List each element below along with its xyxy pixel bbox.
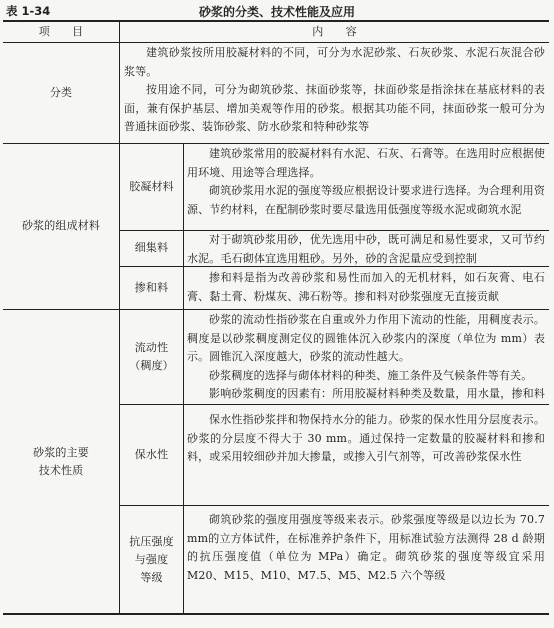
header-item — [3, 22, 119, 42]
binder-para-2: 砌筑砂浆用水泥的强度等级应根据设计要求进行选择。为合理利用资源、节约材料，在配制砂浆时要尽量选用低强度等级水泥或砌筑水泥 — [187, 184, 545, 216]
row-label-classification — [3, 43, 119, 143]
fluidity-content — [187, 311, 545, 404]
compressive-strength-para: 砌筑砂浆的强度用强度等级来表示。砂浆强度等级是以边长为 70.7 mm的立方体试件，在标准养护条件下，用标准试验方法测得 28 d 龄期的抗压强度值（单位为 MPa）确定。砌筑砂浆的强度等级宜采用 M20、M15、M10、M7.5、M5、M2.5 六个等级 — [187, 513, 545, 582]
admixture-label: 掺和料 — [134, 280, 169, 294]
water-retention-para: 保水性指砂浆拌和物保持水分的能力。砂浆的保水性用分层度表示。砂浆的分层度不得大于 30 mm。通过保持一定数量的胶凝材料和掺和料，或采用较细砂并加大掺量，或掺入引气剂等，可改善砂浆保水性 — [187, 413, 545, 463]
admixture-content — [187, 269, 545, 309]
compressive-strength-label: 抗压强度 与强度 等级 — [129, 534, 174, 584]
binder-label: 胶凝材料 — [129, 179, 174, 193]
row-divider — [120, 266, 549, 267]
fine-aggregate-label: 细集料 — [134, 241, 169, 255]
compressive-strength-content — [187, 511, 545, 613]
row-label-properties — [3, 310, 119, 613]
binder-content — [187, 145, 545, 230]
classification-label: 分类 — [49, 85, 73, 99]
classification-para-1: 建筑砂浆按所用胶凝材料的不同，可分为水泥砂浆、石灰砂浆、水泥石灰混合砂浆等。 — [124, 46, 545, 78]
composition-label: 砂浆的组成材料 — [21, 219, 101, 233]
table-caption — [0, 0, 554, 20]
sub-label-fluidity — [120, 310, 183, 404]
row-label-composition — [3, 144, 119, 309]
sub-label-water-retention — [120, 405, 183, 505]
row-divider — [120, 404, 549, 405]
sub-label-compressive-strength — [120, 506, 183, 613]
fluidity-para-2: 砂浆稠度的选择与砌体材料的种类、施工条件及气候条件等有关。 — [209, 368, 533, 382]
binder-para-1: 建筑砂浆常用的胶凝材料有水泥、石灰、石膏等。在选用时应根据使用环境、用途等合理选择。 — [187, 147, 545, 179]
header-content — [120, 22, 549, 42]
fluidity-para-1: 砂浆的流动性指砂浆在自重或外力作用下流动的性能，用稠度表示。稠度是以砂浆稠度测定仪的圆锥体沉入砂浆内的深度（单位为 mm）表示。圆锥沉入深度越大，砂浆的流动性越大。 — [187, 313, 545, 363]
header-content-label: 内 容 — [312, 24, 357, 38]
fine-aggregate-para: 对于砌筑砂浆用砂，优先选用中砂，既可满足和易性要求，又可节约水泥。毛石砌体宜选用粗砂。另外，砂的含泥量应受到控制 — [187, 233, 545, 265]
fluidity-para-3: 影响砂浆稠度的因素有：所用胶凝材料种类及数量，用水量，掺和料 — [209, 387, 545, 400]
admixture-para: 掺和料是指为改善砂浆和易性而加入的无机材料，如石灰膏、电石膏、黏土膏、粉煤灰、沸石粉等。掺和料对砂浆强度无直接贡献 — [187, 271, 545, 303]
fluidity-label: 流动性 （稠度） — [129, 341, 174, 372]
header-item-label: 项 目 — [38, 24, 84, 38]
table-title: 砂浆的分类、技术性能及应用 — [198, 5, 355, 19]
classification-content — [124, 44, 545, 143]
sub-label-binder — [120, 144, 183, 230]
sub-label-admixture — [120, 267, 183, 309]
water-retention-label: 保水性 — [134, 447, 169, 461]
sub-column-divider — [183, 309, 184, 614]
table-number: 表 1-34 — [6, 4, 51, 18]
sub-label-fine-aggregate — [120, 231, 183, 266]
row-divider — [120, 505, 549, 506]
sub-column-divider — [183, 143, 184, 309]
bottom-border — [3, 613, 549, 615]
fine-aggregate-content — [187, 231, 545, 266]
water-retention-content — [187, 411, 545, 505]
classification-para-2: 按用途不同，可分为砌筑砂浆、抹面砂浆等，抹面砂浆是指涂抹在基底材料的表面，兼有保护基层、增加美观等作用的砂浆。根据其功能不同，抹面砂浆一般可分为普通抹面砂浆、装饰砂浆、防水砂浆和特种砂浆等 — [124, 83, 545, 133]
properties-label: 砂浆的主要 技术性质 — [33, 445, 89, 477]
